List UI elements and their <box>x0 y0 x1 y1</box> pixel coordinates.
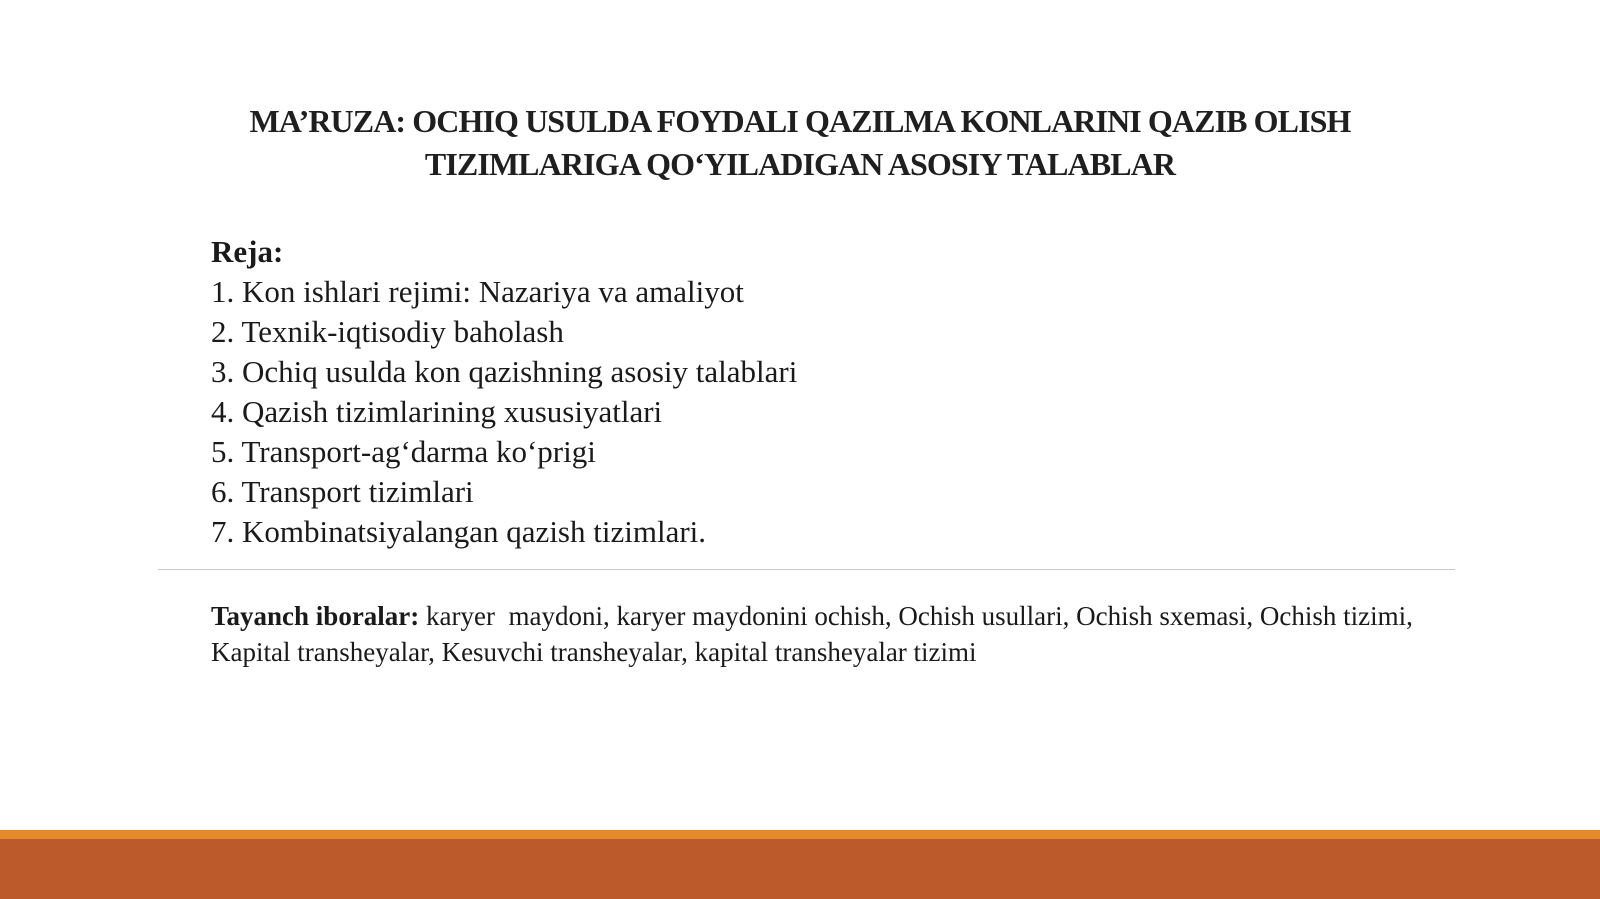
footer-accent-stripe <box>0 830 1600 839</box>
section-divider <box>158 569 1455 570</box>
plan-list <box>211 272 1411 552</box>
plan-item: 4. Qazish tizimlarining xususiyatlari <box>211 394 663 429</box>
footer-band <box>0 839 1600 899</box>
slide-title <box>150 100 1450 186</box>
title-line-1: MA’RUZA: OCHIQ USULDA FOYDALI QAZILMA KONLARINI QAZIB OLISH <box>249 103 1351 139</box>
plan-item: 7. Kombinatsiyalangan qazish tizimlari. <box>211 514 707 549</box>
plan-item: 1. Kon ishlari rejimi: Nazariya va amaliyot <box>211 274 744 309</box>
plan-item: 6. Transport tizimlari <box>211 474 474 509</box>
keywords-label: Tayanch iboralar: <box>211 601 420 631</box>
plan-section <box>211 232 1411 552</box>
plan-item: 2. Texnik-iqtisodiy baholash <box>211 314 564 349</box>
plan-heading: Reja: <box>211 234 284 269</box>
keywords-paragraph <box>211 598 1421 670</box>
plan-item: 5. Transport-ag‘darma ko‘prigi <box>211 434 596 469</box>
keywords-text: karyer maydoni, karyer maydonini ochish, Ochish usullari, Ochish sxemasi, Ochish tizimi, Kapital transheyalar, Kesuvchi transheyalar, kapital transheyalar tizimi <box>211 601 1420 667</box>
title-line-2: TIZIMLARIGA QO‘YILADIGAN ASOSIY TALABLAR <box>424 146 1176 182</box>
plan-item: 3. Ochiq usulda kon qazishning asosiy talablari <box>211 354 798 389</box>
